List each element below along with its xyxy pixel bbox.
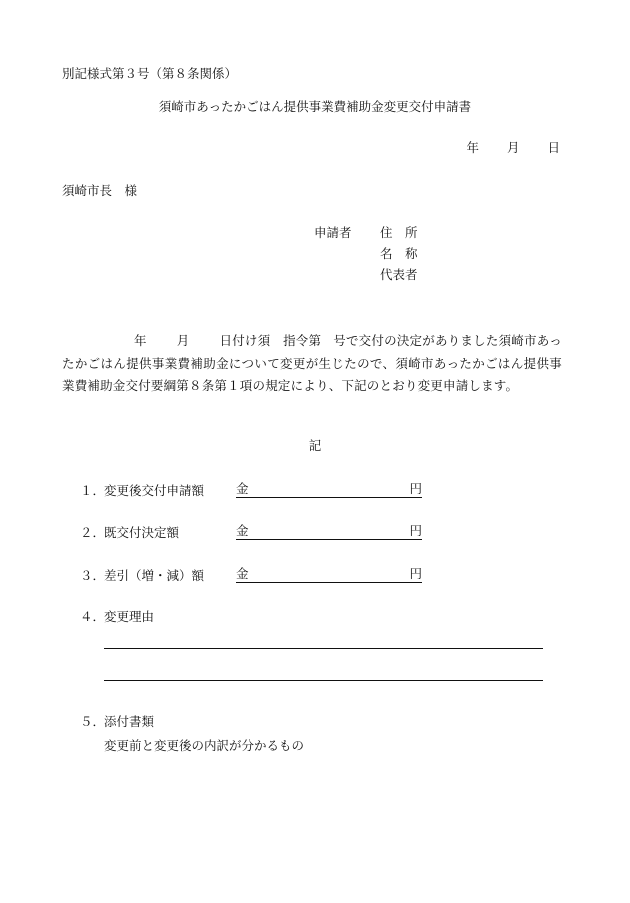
item-label: 差引（増・減）額: [104, 568, 205, 583]
item-label: 添付書類: [104, 714, 155, 729]
item-change-reason: [80, 611, 236, 624]
body-year: 年: [134, 333, 147, 348]
item-number: ４．: [80, 609, 106, 624]
date-month: 月: [506, 140, 520, 155]
item-label: 変更理由: [104, 609, 155, 624]
addressee: 須崎市長 様: [62, 183, 138, 198]
document-title: 須崎市あったかごはん提供事業費補助金変更交付申請書: [158, 99, 472, 114]
form-number: 別記様式第３号（第８条関係）: [62, 66, 238, 81]
body-paragraph: [62, 330, 562, 398]
body-month: 月: [176, 333, 190, 348]
amount-suffix: 円: [409, 481, 422, 496]
item-number: ２．: [80, 525, 106, 540]
item-difference-amount: [80, 568, 422, 583]
item-decided-amount: [80, 525, 422, 540]
applicant-block: [314, 227, 440, 290]
amount-suffix: 円: [409, 566, 422, 581]
amount-field: [236, 525, 422, 540]
amount-field: [236, 483, 422, 498]
date-day: 日: [547, 140, 560, 155]
amount-prefix: 金: [236, 481, 249, 496]
item-label: 既交付決定額: [104, 525, 180, 540]
item-label: 変更後交付申請額: [104, 483, 205, 498]
reason-line: [104, 680, 543, 681]
applicant-representative-label: 代表者: [380, 267, 418, 282]
record-mark: 記: [308, 438, 322, 453]
attachment-description: 変更前と変更後の内訳が分かるもの: [104, 738, 305, 753]
applicant-label: 申請者: [314, 225, 352, 240]
applicant-name-label: 名 称: [380, 246, 418, 261]
item-revised-amount: [80, 483, 422, 498]
item-number: ３．: [80, 568, 106, 583]
applicant-address-label: 住 所: [380, 225, 418, 240]
item-number: １．: [80, 483, 106, 498]
body-date-part: 日付け須 指令第: [219, 333, 322, 348]
item-attachments: [80, 716, 236, 729]
amount-prefix: 金: [236, 523, 249, 538]
date-year: 年: [466, 140, 479, 155]
body-text: 号で交付の決定がありました須崎市あったかごはん提供事業費補助金について変更が生じたので、須崎市あったかごはん提供事業費補助金交付要綱第８条第１項の規定により、下記のとおり変更申請します。: [62, 333, 562, 393]
item-number: ５．: [80, 714, 106, 729]
amount-field: [236, 568, 422, 583]
reason-line: [104, 648, 543, 649]
date-line: [466, 142, 560, 155]
amount-suffix: 円: [409, 523, 422, 538]
amount-prefix: 金: [236, 566, 249, 581]
